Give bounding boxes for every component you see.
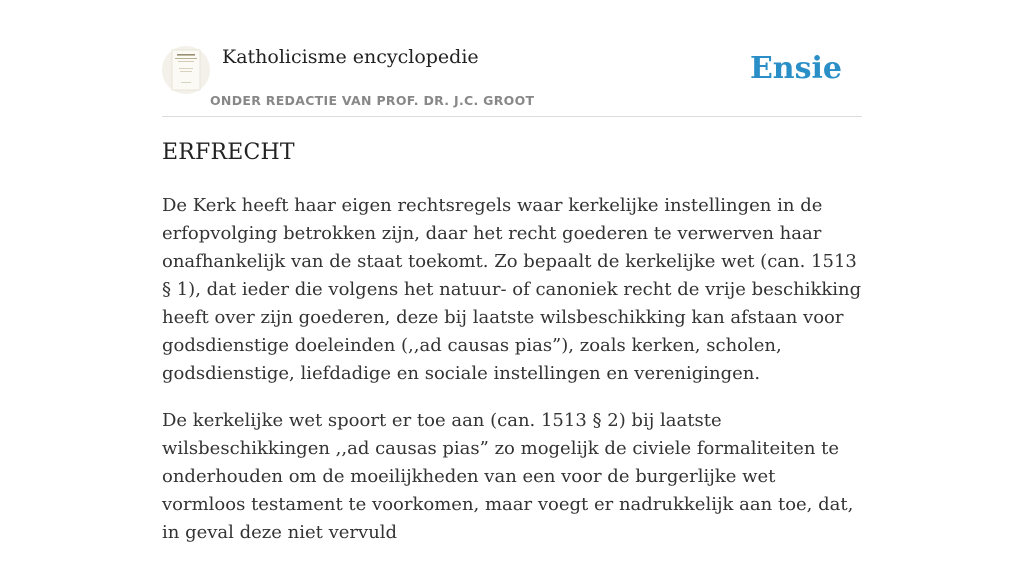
article-paragraph: De Kerk heeft haar eigen rechtsregels waar kerkelijke instellingen in de erfopvolging betrokken zijn, daar het recht goederen te verwerven haar onafhankelijk van de staat toekomt. Zo bepaalt de kerkelijke wet (can. 1513 § 1), dat ieder die volgens het natuur- of canoniek recht de vrije beschikking heeft over zijn goederen, deze bij laatste wilsbeschikking kan afstaan voor godsdienstige doeleinden (,,ad causas pias”), zoals kerken, scholen, godsdienstige, liefdadige en sociale instellingen en verenigingen. — [162, 195, 862, 384]
book-cover-thumbnail[interactable] — [162, 46, 210, 94]
article-title: ERFRECHT — [162, 140, 295, 165]
article-paragraph: De kerkelijke wet spoort er toe aan (can. 1513 § 2) bij laatste wilsbeschikkingen ,,ad causas pias” zo mogelijk de civiele formaliteiten te onderhouden om de moeilijkheden van een voor de burgerlijke wet vormloos testament te voorkomen, maar voegt er nadrukkelijk aan toe, dat, in geval deze niet vervuld — [162, 410, 854, 543]
site-header — [162, 40, 862, 117]
article-body — [162, 192, 862, 566]
book-title[interactable]: Katholicisme encyclopedie — [222, 46, 479, 68]
book-editor-line: ONDER REDACTIE VAN PROF. DR. J.C. GROOT — [210, 93, 535, 108]
book-cover-icon — [162, 46, 210, 94]
ensie-logo-link[interactable]: Ensie — [749, 51, 842, 86]
